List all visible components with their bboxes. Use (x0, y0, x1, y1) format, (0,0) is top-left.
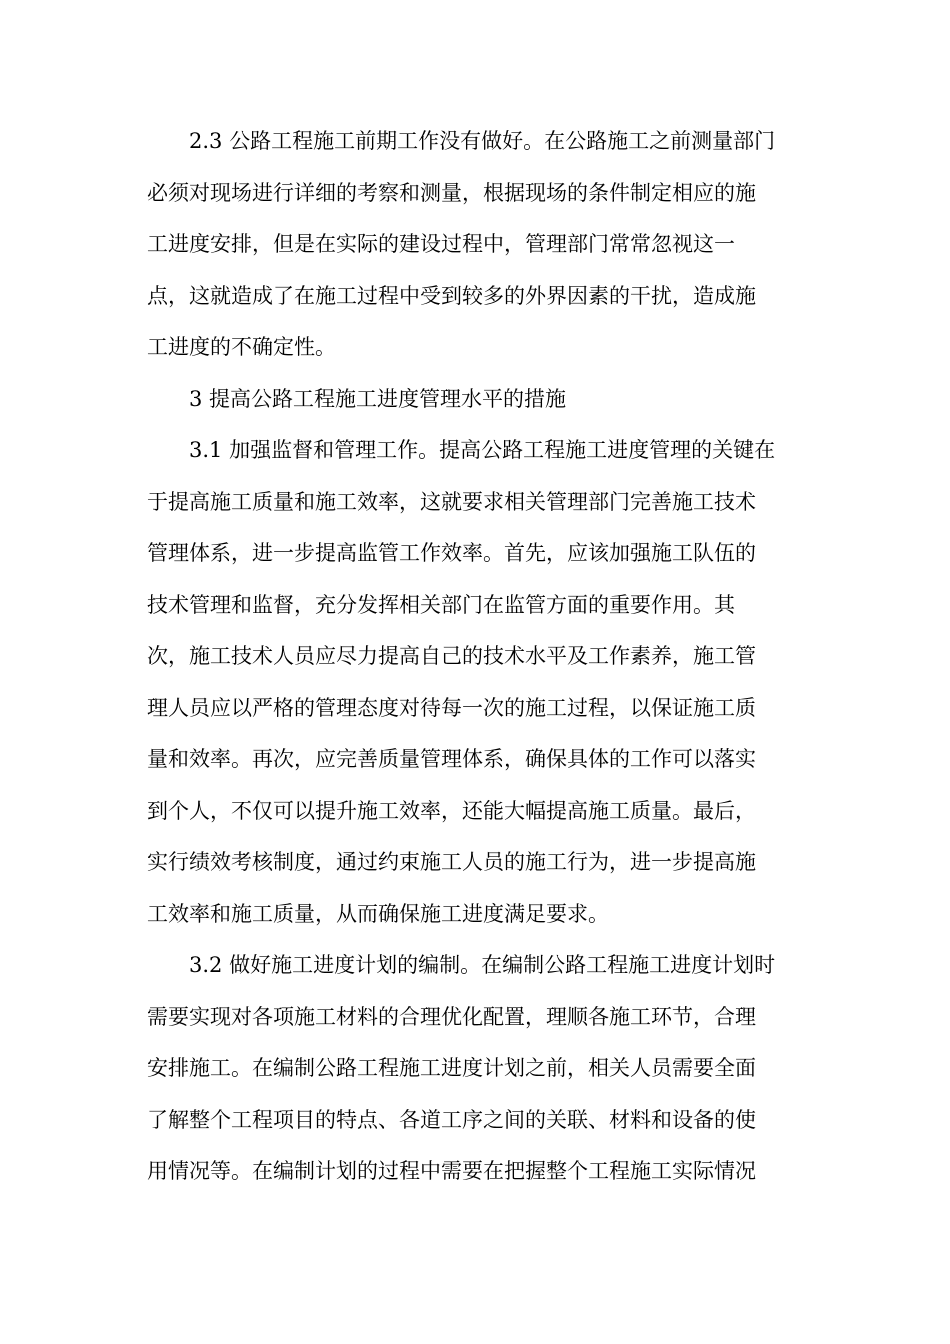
text-line: 到个人，不仅可以提升施工效率，还能大幅提高施工质量。最后， (147, 798, 756, 823)
text-line: 3.1 加强监督和管理工作。提高公路工程施工进度管理的关键在 (189, 438, 776, 462)
text-line: 3.2 做好施工进度计划的编制。在编制公路工程施工进度计划时 (189, 953, 776, 977)
text-line: 理人员应以严格的管理态度对待每一次的施工过程，以保证施工质 (147, 695, 756, 720)
text-line: 技术管理和监督，充分发挥相关部门在监管方面的重要作用。其 (147, 592, 735, 617)
text-line: 工进度安排，但是在实际的建设过程中，管理部门常常忽视这一 (147, 232, 735, 256)
text-line: 实行绩效考核制度，通过约束施工人员的施工行为，进一步提高施 (147, 850, 756, 874)
text-line: 点，这就造成了在施工过程中受到较多的外界因素的干扰，造成施 (147, 283, 756, 308)
text-line: 工效率和施工质量，从而确保施工进度满足要求。 (147, 901, 609, 926)
text-line: 用情况等。在编制计划的过程中需要在把握整个工程施工实际情况 (147, 1159, 756, 1183)
text-line: 2.3 公路工程施工前期工作没有做好。在公路施工之前测量部门 (189, 129, 776, 153)
text-line: 安排施工。在编制公路工程施工进度计划之前，相关人员需要全面 (147, 1056, 756, 1080)
text-line: 工进度的不确定性。 (147, 335, 336, 359)
text-line: 了解整个工程项目的特点、各道工序之间的关联、材料和设备的使 (147, 1107, 756, 1132)
text-line: 必须对现场进行详细的考察和测量，根据现场的条件制定相应的施 (147, 180, 756, 205)
text-line: 次，施工技术人员应尽力提高自己的技术水平及工作素养，施工管 (147, 644, 756, 668)
text-line: 量和效率。再次，应完善质量管理体系，确保具体的工作可以落实 (147, 747, 756, 771)
text-line: 需要实现对各项施工材料的合理优化配置，理顺各施工环节，合理 (147, 1004, 756, 1029)
text-line: 管理体系，进一步提高监管工作效率。首先，应该加强施工队伍的 (147, 541, 756, 565)
section-heading: 3 提高公路工程施工进度管理水平的措施 (189, 386, 567, 411)
text-line: 于提高施工质量和施工效率，这就要求相关管理部门完善施工技术 (147, 489, 756, 514)
body-text (147, 116, 807, 1198)
